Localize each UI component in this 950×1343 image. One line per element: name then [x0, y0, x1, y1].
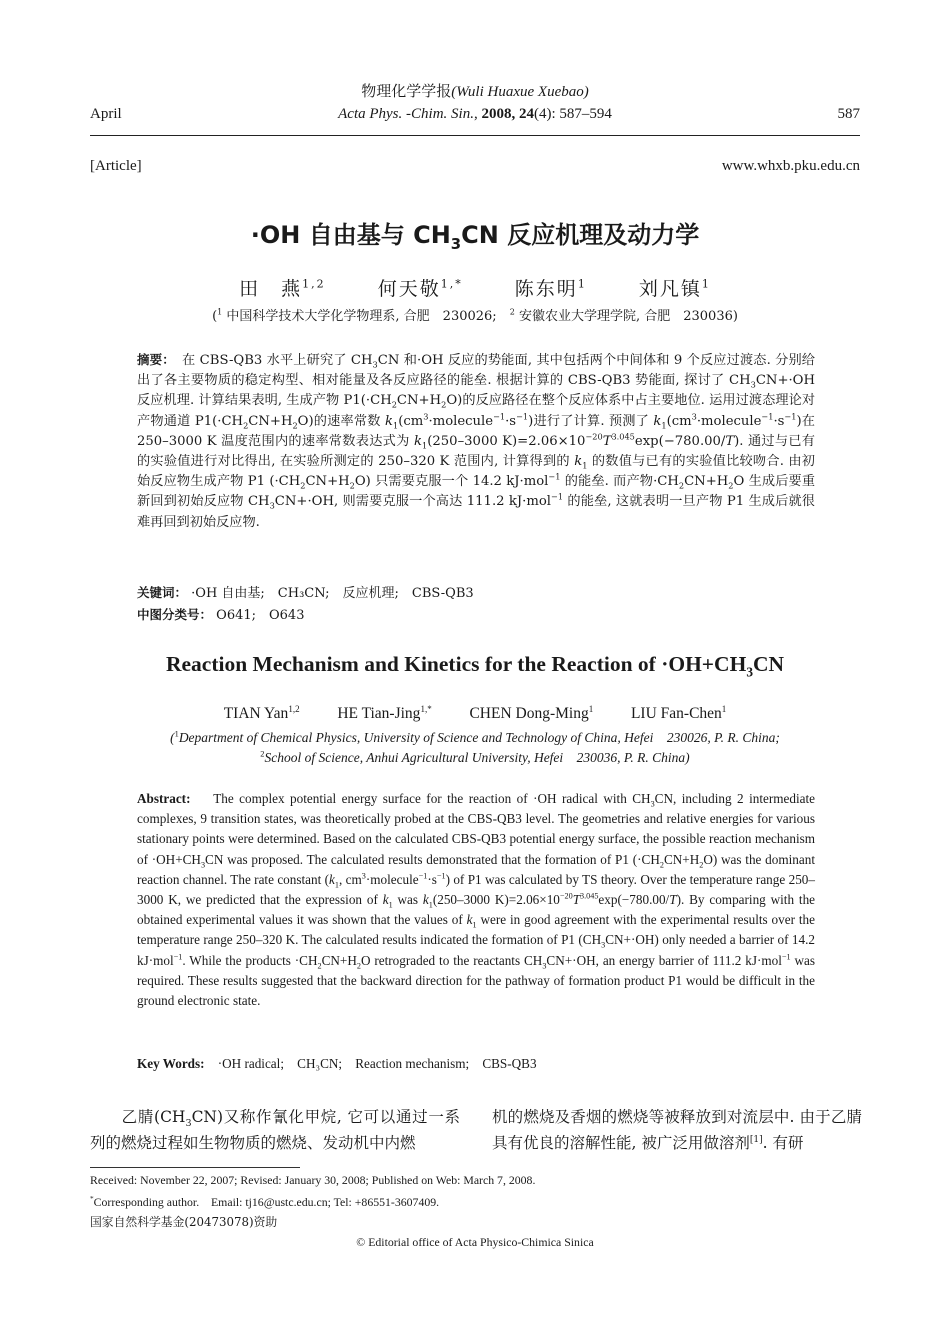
affiliation-cn: ($^1$ 中国科学技术大学化学物理系, 合肥 230026; $^2$ 安徽农业大学理学院, 合肥 230036)	[212, 307, 738, 324]
journal-title: 物理化学学报(Wuli Huaxue Xuebao)	[361, 84, 589, 100]
header-rule	[90, 135, 860, 136]
footnote-corresponding: *Corresponding author. Email: tj16@ustc.edu.cn; Tel: +86551-3607409.	[90, 1194, 440, 1209]
author-cn: 田 燕	[239, 278, 303, 300]
article-type: [Article]	[90, 158, 142, 174]
author-en: CHEN Dong-Ming	[469, 705, 589, 722]
journal-website[interactable]: www.whxb.pku.edu.cn	[721, 158, 860, 174]
page-number: 587	[837, 106, 860, 122]
body-column-right: 机的燃烧及香烟的燃烧等被释放到对流层中. 由于乙腈具有优良的溶解性能, 被广泛用做溶剂[1]. 有研	[492, 1108, 862, 1152]
abstract-cn: 摘要： 在 CBS-QB3 水平上研究了 $CH_3CN$ 和·OH 反应的势能面, 其中包括两个中间体和 9 个反应过渡态. 分别给出了各主要物质的稳定构型、相对能量及各反应路径的能垒. 根据计算的 CBS-QB3 势能面, 探讨了 $CH_3CN+\cdot OH$ 反应机理. 计算结果表明, 生成产物 $P1(\cdot CH_2CN+H_2O)$的反应路径在整个反应体系中占主要地位. 运用过渡态理论对产物通道 $P1(\cdot CH_2CN+H_2O)$的速率常数 $k_1(cm^3\cdot molecule^{-1}\cdot s^{-1})$进行了计算. 预测了 $k_1(cm^3\cdot molecule^{-1}\cdot s^{-1})$在 250–3000 K 温度范围内的速率常数表达式为 $k_1(250-3000$ $K)=2.06\times 10^{-20}T^{3.045}\exp(-780.00/T)$. 通过与已有的实验值进行对比得出, 在实验所测定的 250–320 K 范围内, 计算得到的 $k_1$ 的数值与已有的实验值比较吻合. 由初始反应物生成产物 P1 $(\cdot CH_2CN+H_2O)$ 只需要克服一个 14.2 kJ·mol$^{-1}$ 的能垒. 而产物$\cdot CH_2CN+H_2O$ 生成后要重新回到初始反应物 $CH_3CN+\cdot OH$, 则需要克服一个高达 111.2 kJ·mol$^{-1}$ 的能垒, 这就表明一旦产物 P1 生成后就很难再回到初始反应物.	[137, 352, 816, 530]
body-column-left: 乙腈$(CH_3CN)$又称作氰化甲烷, 它可以通过一系列的燃烧过程如生物物质的燃烧、发动机中内燃	[90, 1108, 460, 1152]
title-cn: ·OH 自由基与 $CH_3CN$ 反应机理及动力学	[250, 221, 700, 253]
issue-month: April	[90, 106, 122, 122]
author-cn: 陈东明	[514, 278, 578, 300]
copyright-notice: © Editorial office of Acta Physico-Chimica Sinica	[356, 1235, 594, 1249]
author-cn: 刘凡镇	[638, 278, 702, 300]
keywords-cn: 关键词： ·OH 自由基; CH₃CN; 反应机理; CBS-QB3	[137, 585, 474, 601]
journal-citation: Acta Phys. -Chim. Sin., 2008, 24(4): 587–594	[338, 106, 612, 122]
authors-en: TIAN Yan$^{1,2}$ HE Tian-Jing$^{1,*}$ CHEN Dong-Ming$^1$ LIU Fan-Chen$^1$	[223, 703, 727, 722]
author-en: HE Tian-Jing	[337, 705, 421, 722]
authors-cn: 田 燕$^{1,2}$ 何天敬$^{1,*}$ 陈东明$^1$ 刘凡镇$^1$	[239, 277, 711, 300]
author-en: LIU Fan-Chen	[630, 705, 722, 722]
footnote-funding: 国家自然科学基金(20473078)资助	[90, 1215, 278, 1229]
footnote-rule	[90, 1167, 300, 1168]
author-en: TIAN Yan	[223, 705, 289, 722]
author-cn: 何天敬	[377, 278, 441, 300]
classification-cn: 中图分类号： O641; O643	[137, 607, 305, 623]
keywords-en: Key Words: ·OH radical; CH₃CN; Reaction mechanism; CBS-QB3	[137, 1056, 537, 1071]
footnote-received: Received: November 22, 2007; Revised: January 30, 2008; Published on Web: March 7, 2008.	[90, 1173, 536, 1187]
abstract-en: Abstract: The complex potential energy surface for the reaction of ·OH radical with $CH_3CN$, including 2 intermediate complexes, 9 transition states, was theoretically probed at the CBS-QB3 level. The geometries and relative energies for various stationary points were determined. Based on the calculated CBS-QB3 potential energy surface, the possible reaction mechanism of $\cdot OH+CH_3CN$ was proposed. The calculated results demonstrated that the formation of P1 $(\cdot CH_2CN+H_2O)$ was the dominant reaction channel. The rate constant ($k_1$, $cm^3\cdot molecule^{-1}\cdot s^{-1}$) of P1 was calculated by TS theory. Over the temperature range 250–3000 K, we predicted that the expression of $k_1$ was $k_1(250-3000$ $K)=2.06\times 10^{-20}T^{3.045}\exp(-780.00/T)$. By comparing with the obtained experimental values it was shown that the values of $k_1$ were in good agreement with the experimental results over the temperature range 250–320 K. The calculated results indicated the formation of P1 $(CH_3CN+\cdot OH)$ only needed a barrier of 14.2 kJ·mol$^{-1}$. While the products $\cdot CH_2CN+H_2O$ retrograded to the reactants $CH_3CN+\cdot OH$, an energy barrier of 111.2 kJ·mol$^{-1}$ was required. These results suggested that the backward direction for the pathway of formation product P1 would be difficult in the ground electronic state.	[137, 791, 816, 1009]
title-en: Reaction Mechanism and Kinetics for the Reaction of $\cdot OH+CH_3CN$	[165, 652, 785, 680]
affiliation-en: ($^1$Department of Chemical Physics, University of Science and Technology of China, Hefei 230026, P. R. China; $^2$School of Science, Anhui Agricultural University, Hefei 230036, P. R. China)	[170, 729, 780, 765]
